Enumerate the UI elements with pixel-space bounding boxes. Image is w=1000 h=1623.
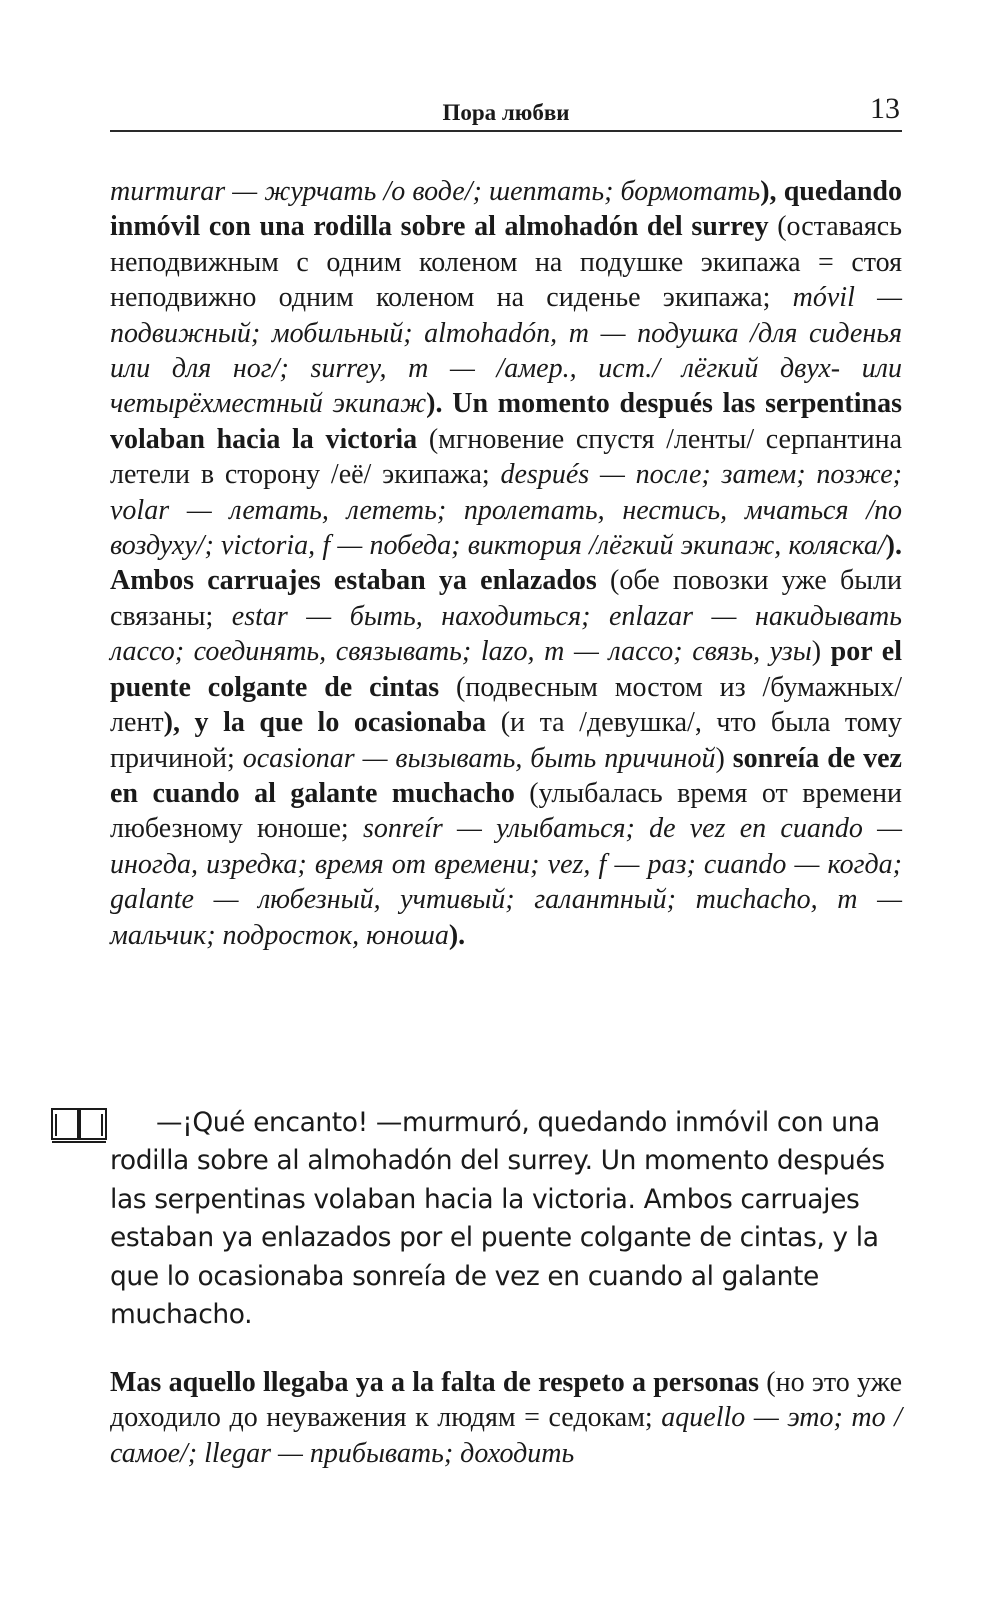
open-book-icon xyxy=(50,1105,108,1145)
translation: (но это уже доходило до неуважения к людям = седокам; xyxy=(110,1367,902,1434)
page-header xyxy=(110,88,902,132)
gloss: estar — быть, находиться; enlazar — накидывать лассо; соединять, связывать; lazo, m — лассо; связь, узы xyxy=(110,600,902,668)
gloss: murmurar — журчать /о воде/; шептать; бормотать xyxy=(110,176,761,207)
gloss: móvil — подвижный; мобильный; almohadón, m — подушка /для сиденья или для ног/; surrey, m — /амер., ист./ лёгкий двух- или четырёхместный экипаж xyxy=(110,282,902,420)
punct: ). xyxy=(448,919,466,951)
original-spanish-text: —¡Qué encanto! —murmuró, quedando inmóvil con una rodilla sobre al almohadón del surrey. Un momento después las serpentinas volaban hacia la victoria. Ambos carruajes estaban ya enlazados por el puente colgante de cintas, y la que lo ocasionaba sonreía de vez en cuando al galante muchacho. xyxy=(110,1107,885,1331)
translation: (подвесным мостом из /бумажных/ лент xyxy=(110,671,902,739)
page-number: 13 xyxy=(870,92,900,125)
vocab-paragraph-1 xyxy=(110,174,902,953)
running-title: Пора любви xyxy=(442,100,570,125)
translation: (и та /девушка/, что была тому причиной; xyxy=(110,707,902,774)
vocab-paragraph-2 xyxy=(110,1365,902,1471)
spanish-phrase: Mas aquello llegaba ya a la falta de respeto a personas xyxy=(110,1367,760,1398)
punct: ). xyxy=(426,388,453,420)
gloss: sonreír — улыбаться; de vez en cuando — иногда, изредка; время от времени; vez, f — раз; cuando — когда; galante — любезный, учтивый; галантный; muchacho, m — мальчик; подросток, юноша xyxy=(110,813,902,951)
punct: ) xyxy=(715,742,733,774)
spanish-phrase: Un momento después las serpentinas volaban hacia la victoria xyxy=(110,388,902,455)
spanish-phrase: ), y la que lo ocasionaba xyxy=(163,707,487,739)
spanish-phrase: quedando inmóvil con una rodilla sobre al almohadón del surrey xyxy=(110,176,902,243)
punct: ). xyxy=(885,530,902,562)
gloss: después — после; затем; позже; volar — летать, лететь; пролетать, нестись, мчаться /по воздуху/; victoria, f — победа; виктория /лёгкий экипаж, коляска/ xyxy=(110,459,902,562)
translation: (мгновение спустя /ленты/ серпантина летели в сторону /её/ экипажа; xyxy=(110,423,902,491)
gloss: ocasionar — вызывать, быть причиной xyxy=(242,742,716,774)
translation: (улыбалась время от времени любезному юноше; xyxy=(110,777,902,845)
spanish-phrase: por el puente colgante de cintas xyxy=(110,636,902,703)
translation: (обе повозки уже были связаны; xyxy=(110,565,902,632)
punct: ), xyxy=(760,176,784,207)
translation: (оставаясь неподвижным с одним коленом на подушке экипажа = стоя неподвижно одним коленом на сиденье экипажа; xyxy=(110,211,903,314)
spanish-phrase: sonreía de vez en cuando al galante muchacho xyxy=(110,742,902,809)
spanish-phrase: Ambos carruajes estaban ya enlazados xyxy=(110,565,597,597)
punct: ) xyxy=(811,636,831,668)
gloss: aquello — это; то /самое/; llegar — прибывать; доходить xyxy=(110,1402,903,1469)
